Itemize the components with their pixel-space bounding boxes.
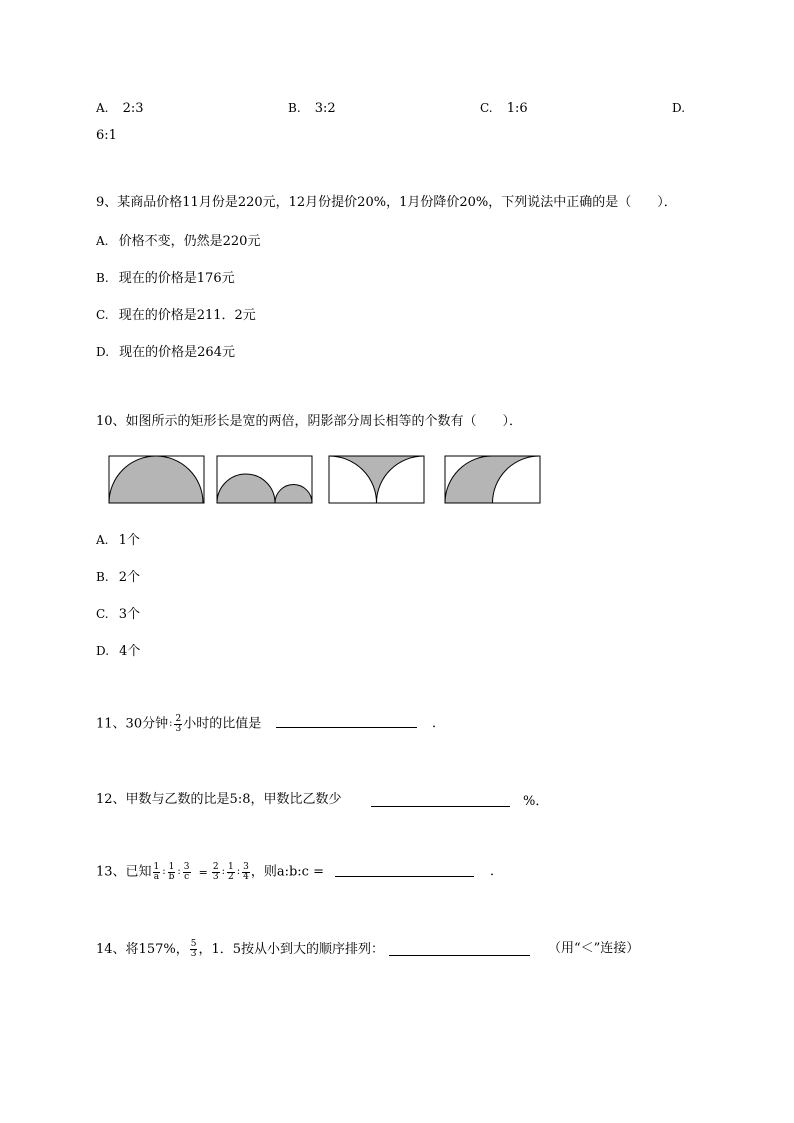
shaded-large-semicircle (217, 474, 275, 503)
q13-stem (96, 860, 324, 885)
option-text: 2个 (118, 570, 141, 585)
shaded-cusp-region (329, 456, 424, 503)
fraction-numerator: 1 (168, 861, 175, 872)
option-letter: A. (96, 533, 109, 547)
option-letter: B. (288, 101, 301, 115)
q8-option-d-letter (672, 100, 685, 117)
ratio-colon: : (177, 866, 181, 877)
option-letter: D. (96, 345, 110, 359)
q14-note: （用“＜”连接） (548, 941, 640, 956)
q9-option-a (96, 233, 260, 250)
q9-option-b (96, 270, 235, 287)
q14-answer-blank[interactable] (389, 955, 530, 956)
q11-stem (96, 712, 261, 737)
q9-option-d (96, 344, 235, 361)
q10-figure-1 (108, 455, 206, 505)
fraction-denominator: 4 (243, 871, 249, 882)
fraction-numerator: 1 (153, 861, 160, 872)
fraction (242, 863, 250, 882)
fraction-denominator: 3 (175, 723, 182, 734)
shaded-lens-region (445, 456, 540, 503)
ratio-colon: : (221, 866, 225, 877)
fraction-denominator: b (168, 871, 175, 882)
q12-end: %． (523, 794, 549, 809)
fraction-numerator: 2 (212, 861, 219, 872)
fraction-numerator: 2 (175, 713, 182, 724)
option-letter: B. (96, 271, 109, 285)
option-text: 6:1 (96, 128, 117, 143)
fraction-denominator: 3 (212, 871, 219, 882)
fraction (153, 863, 161, 882)
fraction-numerator: 5 (190, 939, 197, 949)
equals-sign: = (198, 865, 208, 879)
q14-prefix: 14、将157%， (96, 942, 189, 957)
ratio-colon: : (169, 718, 173, 729)
fraction (227, 863, 235, 882)
q11-end: ． (432, 716, 446, 731)
q11-middle: 小时的比值是 (183, 716, 262, 732)
option-letter: C. (480, 101, 493, 115)
q13-end: ． (490, 864, 504, 879)
ratio-colon: : (236, 866, 241, 877)
option-letter: D. (672, 101, 686, 115)
q13-then: ，则a:b:c = (250, 864, 324, 880)
option-letter: B. (96, 570, 109, 584)
q10-stem: 10、如图所示的矩形长是宽的两倍，阴影部分周长相等的个数有（ ）． (96, 414, 523, 429)
q13-prefix: 13、已知 (96, 864, 152, 880)
fraction-denominator: a (153, 871, 160, 882)
option-letter: D. (96, 644, 110, 658)
fraction-numerator: 3 (243, 861, 249, 872)
option-text: 2:3 (122, 101, 144, 116)
fraction-numerator: 1 (228, 861, 234, 872)
q11-prefix: 11、30分钟 (96, 716, 169, 732)
q8-option-c (480, 100, 528, 117)
shaded-small-semicircle (275, 485, 312, 504)
shaded-semicircle (109, 456, 203, 503)
fraction-denominator: 3 (190, 949, 197, 959)
q13-answer-blank[interactable] (335, 876, 474, 877)
fraction (168, 863, 176, 882)
option-text: 现在的价格是211．2元 (118, 308, 256, 323)
q14-after-fraction: ，1．5按从小到大的顺序排列： (198, 942, 384, 957)
fraction-numerator: 3 (183, 861, 190, 872)
q10-figure-2 (216, 455, 314, 505)
q9-option-c (96, 307, 256, 324)
fraction-denominator: c (184, 871, 190, 882)
q12-stem: 12、甲数与乙数的比是5:8，甲数比乙数少 (96, 792, 342, 807)
option-text: 1个 (118, 533, 140, 548)
option-letter: C. (96, 607, 109, 621)
option-text: 3:2 (314, 101, 336, 116)
q12-answer-blank[interactable] (371, 806, 510, 807)
q10-option-a (96, 532, 140, 549)
q10-option-c (96, 606, 140, 623)
q10-option-b (96, 569, 140, 586)
option-letter: C. (96, 308, 109, 322)
fraction-denominator: 2 (228, 871, 234, 882)
option-text: 3个 (118, 607, 140, 622)
fraction (190, 940, 198, 959)
fraction (174, 715, 182, 734)
q14-stem (96, 938, 384, 962)
q8-option-b (288, 100, 336, 117)
ratio-colon: : (162, 866, 166, 877)
q10-figure-3 (328, 455, 426, 505)
option-text: 现在的价格是264元 (119, 345, 235, 360)
q11-answer-blank[interactable] (276, 727, 417, 728)
option-text: 1:6 (506, 101, 528, 116)
option-letter: A. (96, 101, 109, 115)
q8-option-a (96, 100, 144, 117)
option-text: 4个 (119, 644, 141, 659)
option-text: 价格不变，仍然是220元 (118, 234, 261, 249)
q8-option-d-text (96, 128, 117, 144)
q9-stem: 9、某商品价格11月份是220元，12月份提价20%，1月份降价20%，下列说法中正确的是（ ）． (96, 195, 677, 210)
fraction (183, 863, 191, 882)
q10-option-d (96, 643, 140, 660)
option-text: 现在的价格是176元 (118, 271, 235, 286)
option-letter: A. (96, 234, 109, 248)
q10-figure-4 (444, 455, 542, 505)
fraction (212, 863, 220, 882)
